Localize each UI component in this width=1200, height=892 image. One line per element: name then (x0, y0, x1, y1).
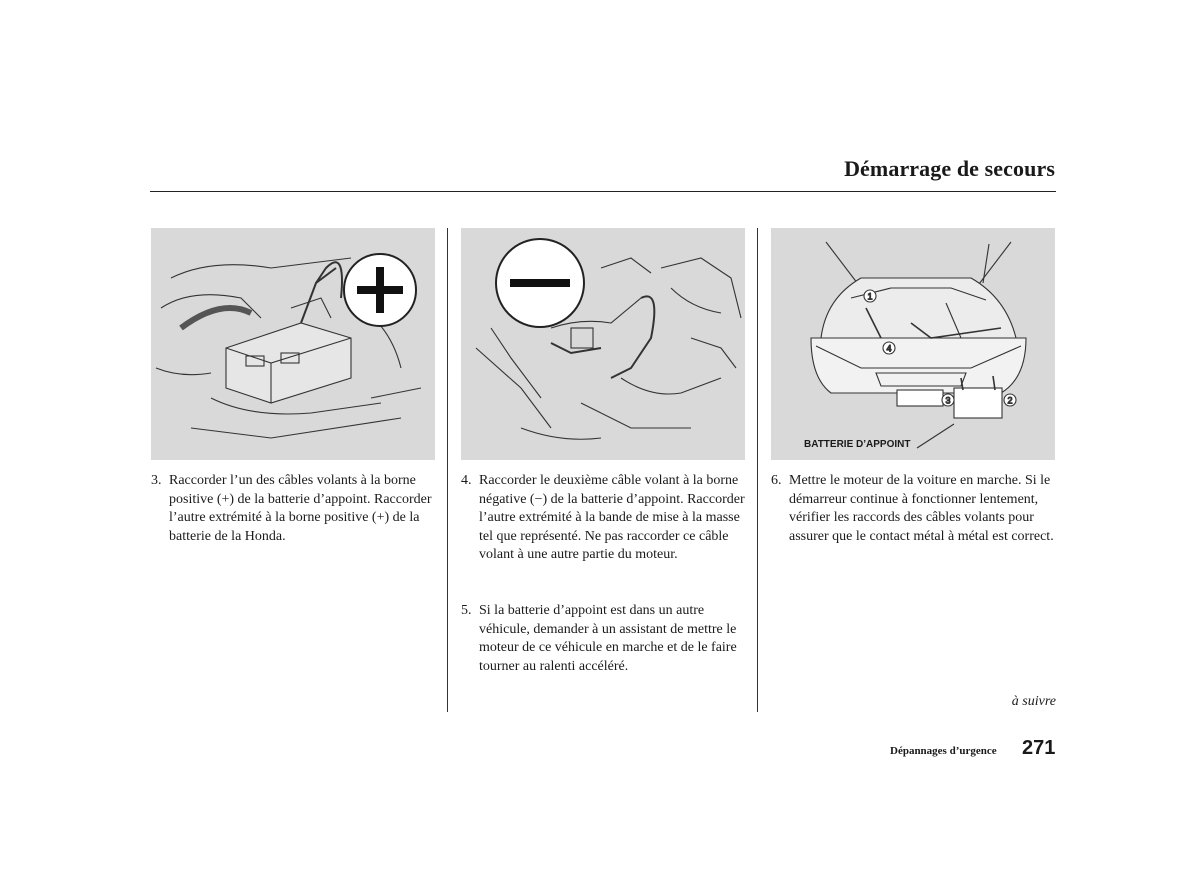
step-text: Si la batterie d’appoint est dans un autre véhicule, demander à un assistant de mettre le moteur de ce véhicule en marche et de le faire tourner au ralenti accéléré. (479, 603, 737, 674)
step-text: Raccorder le deuxième câble volant à la borne négative (−) de la batterie d’appoint. Raccorder l’autre extrémité à la bande de mise à la masse tel que représenté. Ne pas raccorder ce câble volant à une autre partie du moteur. (479, 473, 745, 563)
step-number: 6. (771, 473, 782, 488)
figure-positive-connection (151, 228, 435, 460)
plus-symbol-badge (343, 253, 417, 327)
figure-car-jump-overview (771, 228, 1055, 460)
continued-note: à suivre (1011, 694, 1056, 709)
footer-section-label: Dépannages d’urgence (890, 745, 997, 757)
booster-battery-callout: BATTERIE D’APPOINT (804, 439, 911, 450)
step-text: Mettre le moteur de la voiture en marche. Si le démarreur continue à fonctionner lentement, vérifier les raccords des câbles volants pour assurer que le contact métal à métal est correct. (789, 473, 1054, 544)
step-4 (461, 472, 745, 565)
figure-negative-connection (461, 228, 745, 460)
marker-3: 3 (945, 395, 951, 406)
minus-symbol-badge (495, 238, 585, 328)
column-divider-2 (757, 228, 758, 712)
header-rule (150, 191, 1056, 192)
step-3 (151, 472, 437, 546)
marker-2: 2 (1007, 395, 1013, 406)
step-number: 4. (461, 473, 472, 488)
page-title: Démarrage de secours (844, 156, 1055, 181)
marker-1: 1 (867, 291, 873, 302)
step-6 (771, 472, 1059, 546)
marker-4: 4 (886, 343, 892, 354)
step-number: 5. (461, 603, 472, 618)
step-number: 3. (151, 473, 162, 488)
page-number: 271 (1022, 737, 1056, 759)
step-5 (461, 602, 745, 676)
step-text: Raccorder l’un des câbles volants à la borne positive (+) de la batterie d’appoint. Raccorder l’autre extrémité à la borne positive (+) de la batterie de la Honda. (169, 473, 432, 544)
column-divider-1 (447, 228, 448, 712)
